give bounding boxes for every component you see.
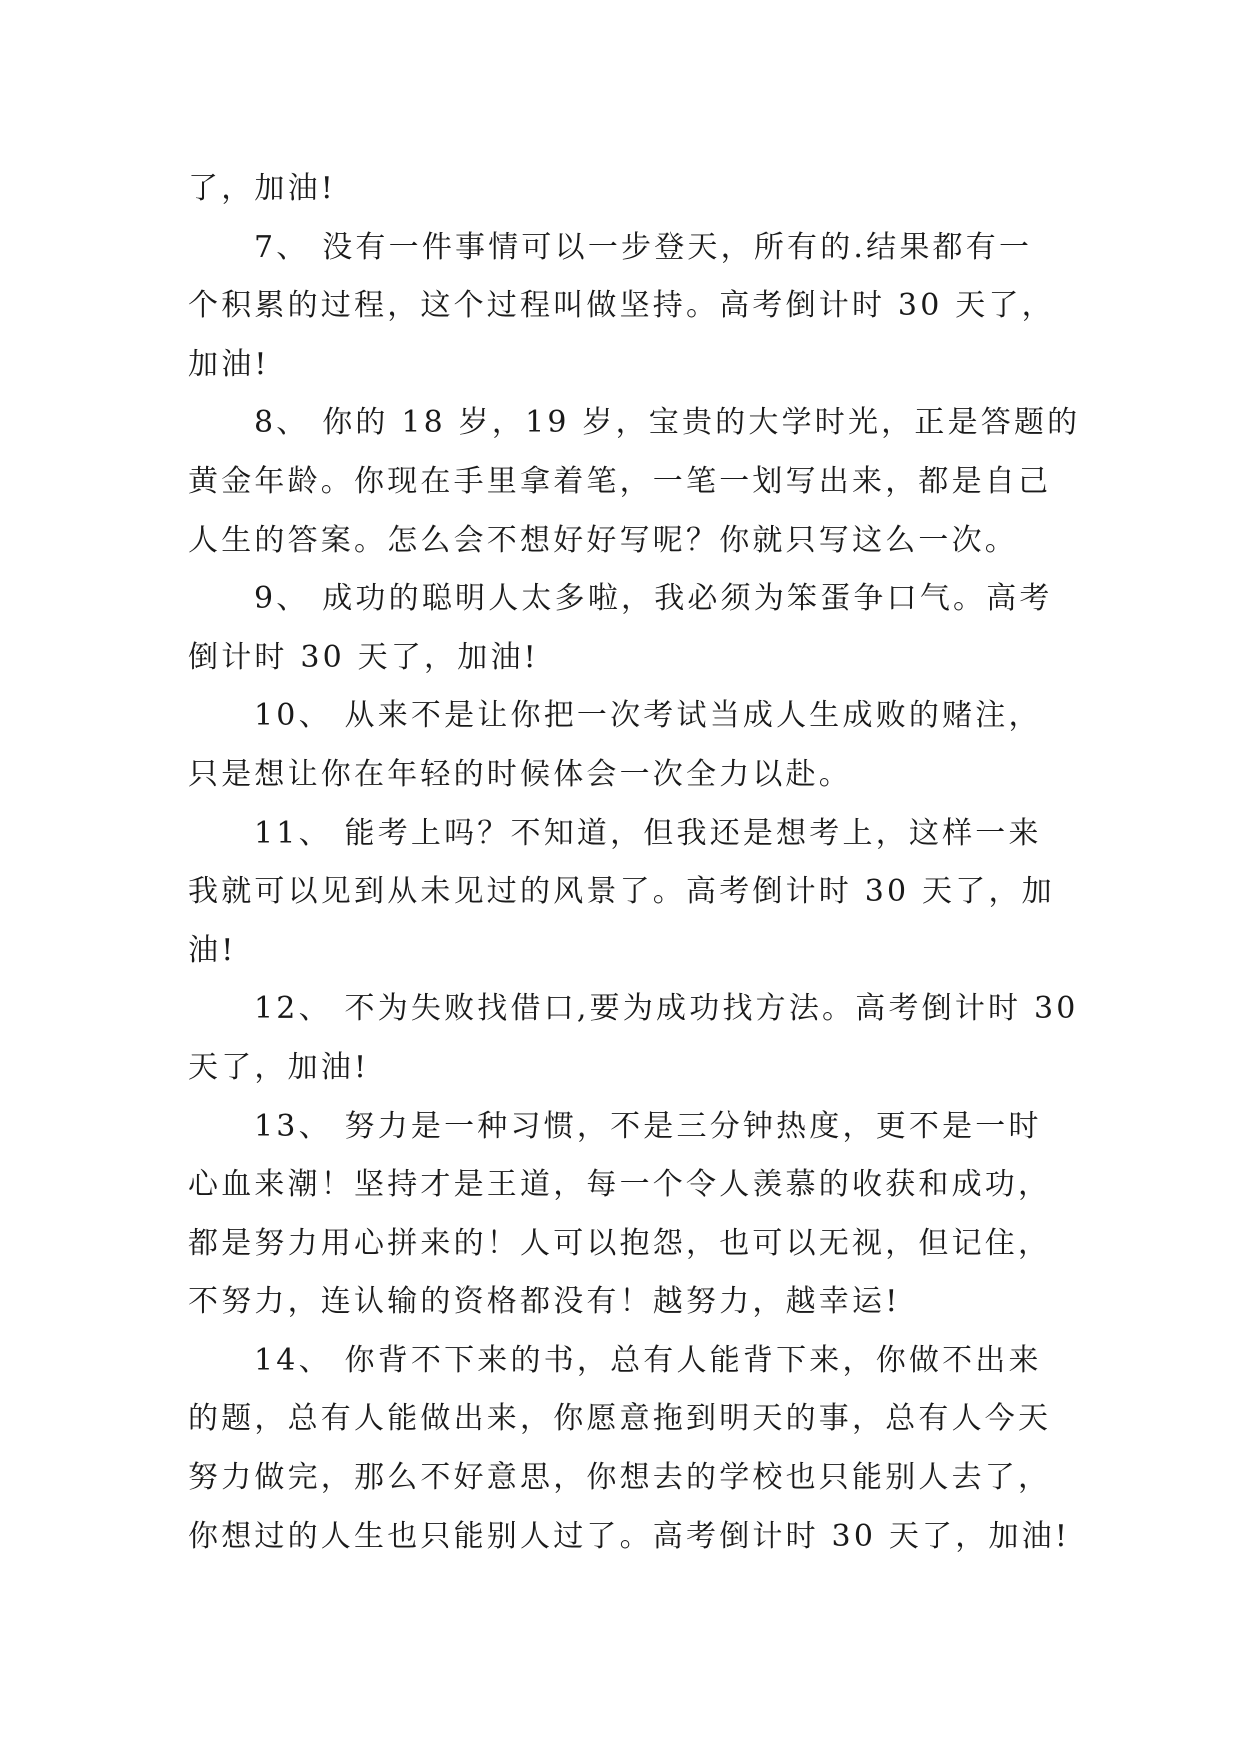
text-line: 油! <box>188 932 237 968</box>
text-line: 不努力，连认输的资格都没有！越努力，越幸运! <box>188 1284 901 1320</box>
text-line: 了，加油! <box>188 171 337 206</box>
text-line: 14、 你背不下来的书，总有人能背下来，你做不出来 <box>254 1342 1042 1378</box>
text-line: 个积累的过程，这个过程叫做坚持。高考倒计时 30 天了， <box>188 288 1055 324</box>
text-line: 人生的答案。怎么会不想好好写呢？你就只写这么一次。 <box>188 522 1018 558</box>
text-line: 只是想让你在年轻的时候体会一次全力以赴。 <box>188 756 852 792</box>
text-line: 倒计时 30 天了，加油! <box>188 639 539 675</box>
text-line: 黄金年龄。你现在手里拿着笔，一笔一划写出来，都是自己 <box>188 463 1052 499</box>
text-line: 13、 努力是一种习惯，不是三分钟热度，更不是一时 <box>254 1108 1042 1144</box>
text-line: 10、 从来不是让你把一次考试当成人生成败的赌注， <box>254 698 1042 734</box>
text-line: 11、 能考上吗？不知道，但我还是想考上，这样一来 <box>254 815 1042 851</box>
text-line: 12、 不为失败找借口,要为成功找方法。高考倒计时 30 <box>254 991 1079 1027</box>
text-line: 都是努力用心拼来的！人可以抱怨，也可以无视，但记住， <box>188 1225 1052 1261</box>
text-line: 心血来潮！坚持才是王道，每一个令人羡慕的收获和成功， <box>188 1167 1052 1203</box>
text-line: 8、 你的 18 岁，19 岁，宝贵的大学时光，正是答题的 <box>254 405 1081 441</box>
text-line: 9、 成功的聪明人太多啦，我必须为笨蛋争口气。高考 <box>254 581 1053 617</box>
text-line: 的题，总有人能做出来，你愿意拖到明天的事，总有人今天 <box>188 1401 1052 1437</box>
text-line: 加油! <box>188 346 270 382</box>
text-line: 你想过的人生也只能别人过了。高考倒计时 30 天了，加油! <box>188 1518 1071 1554</box>
text-line: 7、 没有一件事情可以一步登天，所有的.结果都有一 <box>254 229 1033 265</box>
text-line: 努力做完，那么不好意思，你想去的学校也只能别人去了， <box>188 1460 1052 1496</box>
text-line: 我就可以见到从未见过的风景了。高考倒计时 30 天了，加 <box>188 874 1055 910</box>
document-body <box>188 160 1081 1566</box>
text-line: 天了，加油! <box>188 1049 370 1085</box>
